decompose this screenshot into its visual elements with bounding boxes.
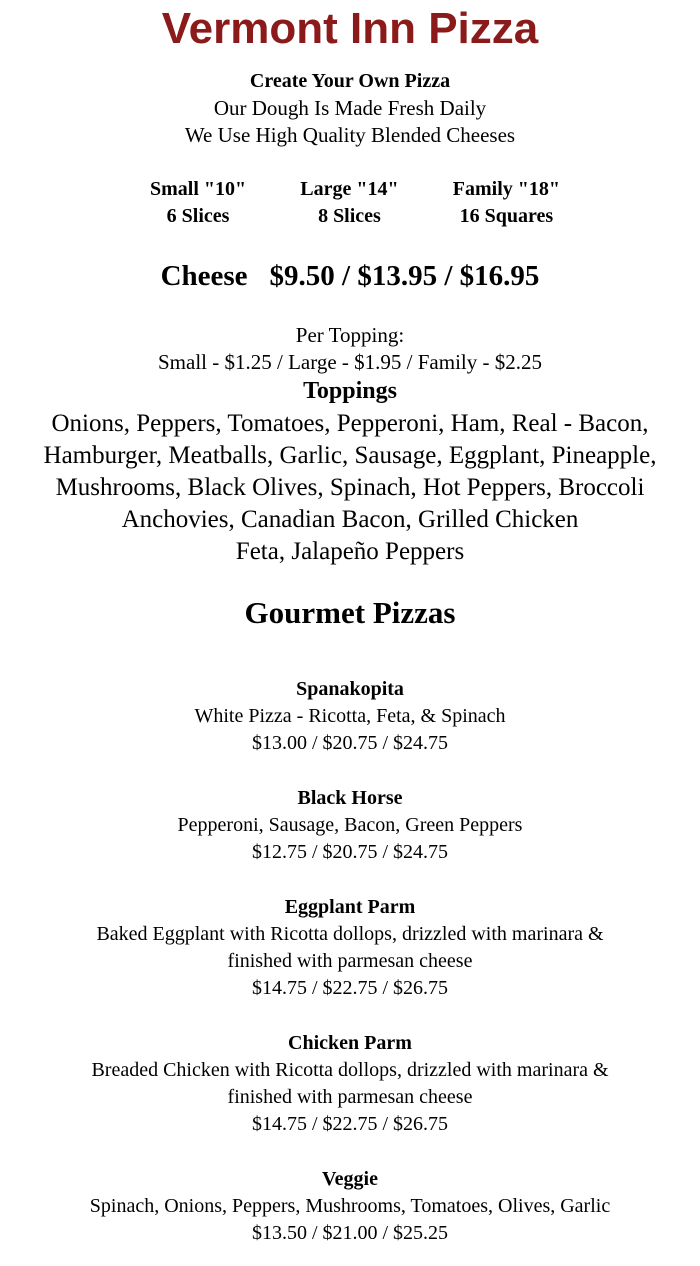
dough-note: Our Dough Is Made Fresh Daily: [213, 96, 487, 120]
toppings-line: Feta, Jalapeño Peppers: [235, 538, 465, 565]
pizza-prices: $14.75 / $22.75 / $26.75: [251, 1113, 449, 1135]
pizza-description: Pepperoni, Sausage, Bacon, Green Peppers: [177, 814, 523, 836]
size-family: [453, 176, 560, 230]
pizza-prices: $12.75 / $20.75 / $24.75: [251, 841, 449, 863]
size-slices: 16 Squares: [459, 205, 554, 227]
toppings-heading: Toppings: [303, 378, 397, 404]
size-name: Small "10": [150, 178, 247, 200]
pizza-name-black-horse: Black Horse: [297, 787, 403, 809]
pizza-prices: $13.50 / $21.00 / $25.25: [251, 1222, 449, 1244]
create-your-own-heading: Create Your Own Pizza: [249, 70, 451, 92]
pizza-name-eggplant-parm: Eggplant Parm: [284, 896, 416, 918]
pizza-description: Spinach, Onions, Peppers, Mushrooms, Tomatoes, Olives, Garlic: [89, 1195, 611, 1217]
per-topping-prices: Small - $1.25 / Large - $1.95 / Family - $2.25: [158, 350, 542, 374]
cheese-note: We Use High Quality Blended Cheeses: [184, 123, 516, 147]
toppings-line: Mushrooms, Black Olives, Spinach, Hot Peppers, Broccoli: [55, 474, 645, 501]
size-large: [300, 176, 398, 230]
cheese-label: Cheese: [160, 260, 248, 292]
gourmet-heading: Gourmet Pizzas: [244, 595, 456, 630]
pizza-description: Baked Eggplant with Ricotta dollops, drizzled with marinara &: [96, 923, 604, 945]
pizza-name-chicken-parm: Chicken Parm: [288, 1032, 412, 1054]
size-name: Large "14": [300, 178, 399, 200]
pizza-description: Breaded Chicken with Ricotta dollops, drizzled with marinara &: [91, 1059, 609, 1081]
pizza-description: White Pizza - Ricotta, Feta, & Spinach: [194, 705, 506, 727]
size-name: Family "18": [452, 178, 560, 200]
size-slices: 8 Slices: [318, 205, 381, 227]
toppings-line: Hamburger, Meatballs, Garlic, Sausage, Eggplant, Pineapple,: [43, 442, 657, 469]
pizza-name-spanakopita: Spanakopita: [296, 678, 404, 700]
cheese-price-line: [0, 257, 700, 295]
page-title: Vermont Inn Pizza: [161, 4, 539, 53]
size-small: [150, 176, 246, 230]
toppings-line: Anchovies, Canadian Bacon, Grilled Chicken: [121, 506, 579, 533]
pizza-prices: $14.75 / $22.75 / $26.75: [251, 977, 449, 999]
pizza-description: finished with parmesan cheese: [227, 1086, 473, 1108]
toppings-line: Onions, Peppers, Tomatoes, Pepperoni, Ham, Real - Bacon,: [51, 410, 649, 437]
cheese-prices: $9.50 / $13.95 / $16.95: [269, 260, 540, 292]
size-slices: 6 Slices: [166, 205, 230, 227]
pizza-description: finished with parmesan cheese: [227, 950, 473, 972]
size-table: [150, 176, 560, 230]
pizza-prices: $13.00 / $20.75 / $24.75: [251, 732, 449, 754]
pizza-name-veggie: Veggie: [322, 1168, 378, 1190]
per-topping-label: Per Topping:: [295, 323, 405, 347]
